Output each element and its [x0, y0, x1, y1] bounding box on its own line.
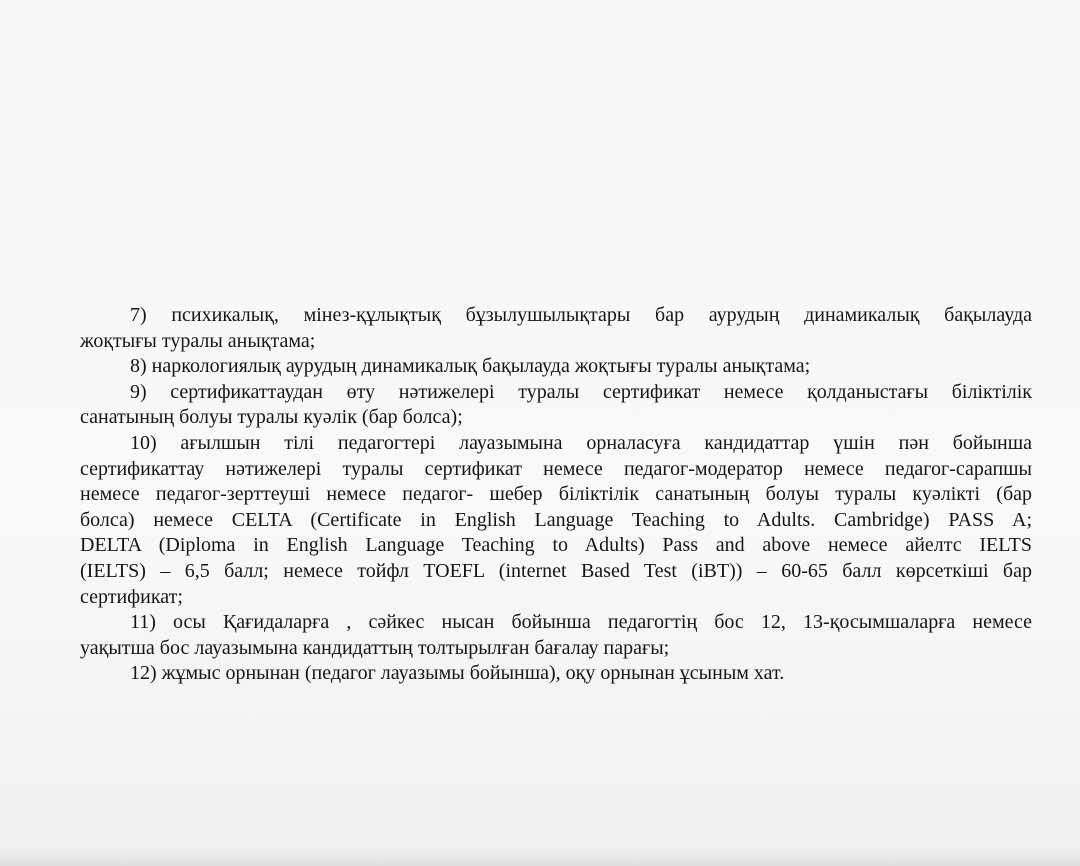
item-11-line-1: 11) осы Қағидаларға , сәйкес нысан бойынша педагогтің бос 12, 13-қосымшаларға немесе: [130, 611, 1032, 634]
item-9-line-2: санатының болуы туралы куәлік (бар болса);: [80, 406, 463, 429]
item-8-line-1: 8) наркологиялық аурудың динамикалық бақылауда жоқтығы туралы анықтама;: [130, 355, 811, 378]
page-bottom-shadow: [0, 848, 1080, 866]
item-7-line-1: 7) психикалық, мінез-құлықтық бұзылушылықтары бар аурудың динамикалық бақылауда: [130, 304, 1032, 326]
document-body: [80, 303, 1032, 687]
item-10-line-3: немесе педагог-зерттеуші немесе педагог- шебер біліктілік санатының болуы туралы куәлікті (бар: [80, 483, 1032, 506]
item-10-line-4: болса) немесе CELTA (Certificate in English Language Teaching to Adults. Cambridge) PASS A;: [80, 508, 1032, 531]
item-7-line-2: жоқтығы туралы анықтама;: [80, 329, 316, 352]
item-9-line-1: 9) сертификаттаудан өту нәтижелері туралы сертификат немесе қолданыстағы біліктілік: [130, 380, 1032, 403]
item-10-line-5: DELTA (Diploma in English Language Teaching to Adults) Pass and above немесе айелтс IELTS: [80, 534, 1032, 557]
item-10-line-2: сертификаттау нәтижелері туралы сертификат немесе педагог-модератор немесе педагог-сарапшы: [80, 457, 1032, 480]
item-10-line-7: сертификат;: [80, 585, 183, 608]
item-10-line-6: (IELTS) – 6,5 балл; немесе тойфл TOEFL (internet Based Test (iBT)) – 60-65 балл көрсеткіші бар: [80, 559, 1032, 582]
item-10-line-1: 10) ағылшын тілі педагогтері лауазымына орналасуға кандидаттар үшін пән бойынша: [130, 431, 1032, 454]
item-12-line-1: 12) жұмыс орнынан (педагог лауазымы бойынша), оқу орнынан ұсыным хат.: [130, 662, 785, 685]
item-11-line-2: уақытша бос лауазымына кандидаттың толтырылған бағалау парағы;: [80, 636, 670, 659]
